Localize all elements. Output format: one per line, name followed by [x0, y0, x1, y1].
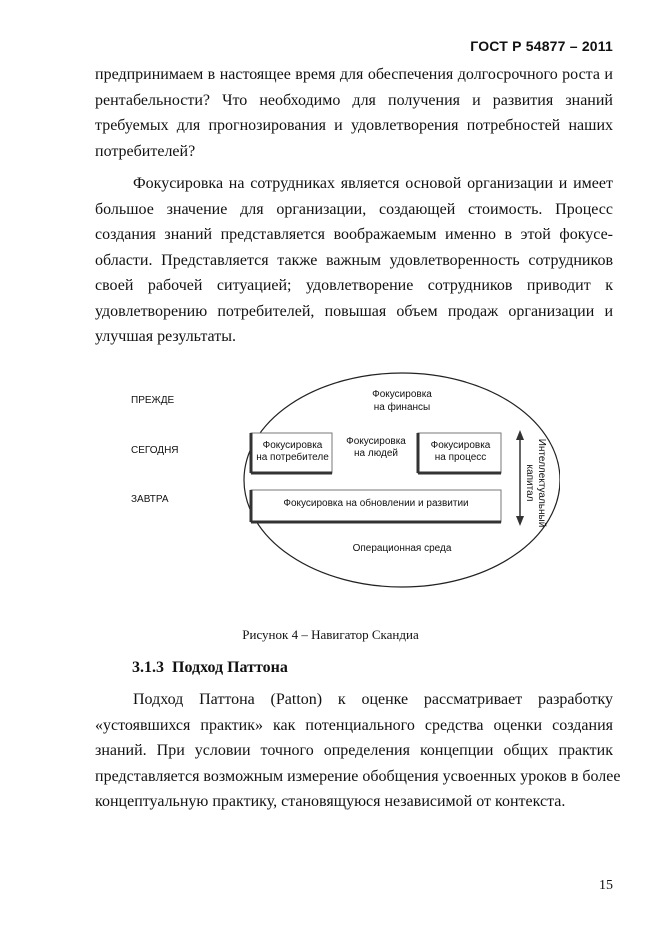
process-focus-label	[420, 440, 501, 464]
people-line: на людей	[354, 448, 398, 459]
finance-line: на финансы	[373, 402, 431, 413]
time-label-today: СЕГОДНЯ	[131, 445, 179, 456]
document-code-header: ГОСТ Р 54877 – 2011	[470, 38, 613, 54]
customer-focus-label	[253, 440, 332, 464]
time-label-tomorrow: ЗАВТРА	[131, 494, 169, 505]
page-number: 15	[599, 878, 613, 893]
text-line: большое значение для организации, создающей стоимость. Процесс	[95, 200, 613, 218]
text-line: Подход Паттона (Patton) к оценке рассматривает разработку	[133, 691, 613, 708]
text-line: области. Представляется также важным удовлетворенность сотрудников	[95, 251, 613, 269]
text-line: требуемых для прогнозирования и удовлетворения потребностей наших	[95, 117, 613, 134]
text-line: представляется возможным измерение обобщения усвоенных уроков в более	[95, 767, 621, 785]
text-line: потребителей?	[95, 142, 196, 160]
process-line: Фокусировка	[430, 440, 491, 451]
paragraph-patton-approach	[95, 687, 621, 815]
section-number: 3.1.3	[132, 659, 164, 676]
time-label-past: ПРЕЖДЕ	[131, 395, 175, 406]
finance-line: Фокусировка	[372, 389, 432, 400]
finance-focus-label	[340, 388, 464, 414]
text-line: создания знаний представляется воображаемым именно в этой фокусе-	[95, 226, 613, 243]
section-title: Подход Паттона	[172, 659, 288, 676]
text-line: удовлетворению потребителей, повышая объем продаж организации и	[95, 302, 613, 320]
text-line: «устоявшихся практик» как потенциального средства оценки создания	[95, 716, 613, 734]
text-line: улучшая результаты.	[95, 328, 236, 345]
text-line: рентабельности? Что необходимо для получения и развития знаний	[95, 91, 613, 109]
operating-environment-label: Операционная среда	[352, 543, 452, 554]
paragraph-employees-focus	[95, 171, 613, 350]
intellectual-capital-label	[523, 433, 547, 533]
text-line: предпринимаем в настоящее время для обеспечения долгосрочного роста и	[95, 66, 613, 83]
customer-line: Фокусировка	[262, 440, 323, 451]
paragraph-continuation	[95, 62, 613, 164]
renewal-focus-label: Фокусировка на обновлении и развитии	[283, 498, 469, 509]
section-heading	[132, 659, 288, 677]
capital-line: Интеллектуальный	[536, 438, 547, 528]
skandia-navigator-figure	[120, 372, 560, 592]
people-line: Фокусировка	[346, 436, 406, 447]
customer-line: на потребителе	[256, 452, 329, 463]
figure-caption: Рисунок 4 – Навигатор Скандиа	[242, 627, 419, 642]
people-focus-label	[336, 436, 416, 460]
capital-line: капитал	[524, 464, 535, 502]
text-line: Фокусировка на сотрудниках является основой организации и имеет	[133, 175, 613, 192]
text-line: своей рабочей ситуацией; удовлетворение сотрудников приводит к	[95, 277, 613, 294]
text-line: концептуальную практику, становящуюся независимой от контекста.	[95, 793, 566, 810]
process-line: на процесс	[434, 452, 487, 463]
text-line: знаний. При условии точного определения концепции общих практик	[95, 742, 613, 759]
